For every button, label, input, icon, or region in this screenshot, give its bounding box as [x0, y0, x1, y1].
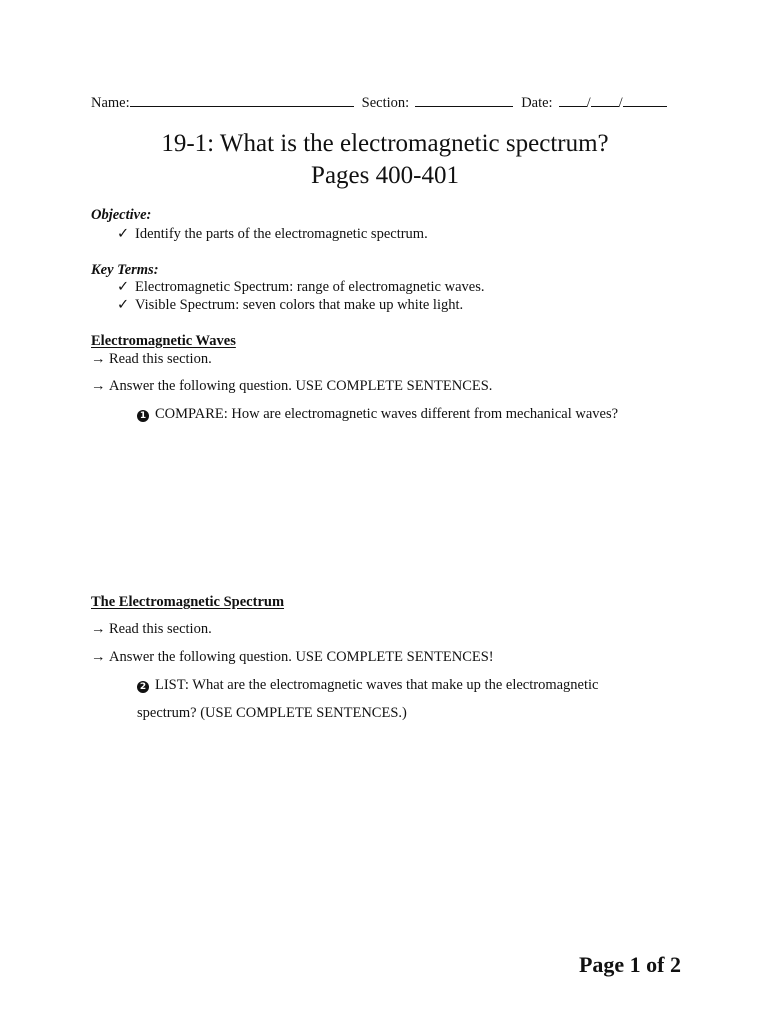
- instruction-answer: [91, 649, 494, 666]
- date-separator: /: [618, 95, 623, 111]
- name-label: Name:: [91, 95, 130, 111]
- key-terms-heading: Key Terms:: [91, 262, 159, 278]
- instruction-read: [91, 351, 212, 368]
- question-1-text: COMPARE: How are electromagnetic waves different from mechanical waves?: [155, 406, 619, 422]
- arrow-right-icon: →: [91, 351, 106, 367]
- page-subtitle: Pages 400-401: [311, 162, 459, 189]
- section-title-em-spectrum: The Electromagnetic Spectrum: [91, 594, 285, 610]
- name-blank: [130, 93, 354, 107]
- date-label: Date:: [521, 95, 553, 111]
- instruction-text: Read this section.: [109, 351, 212, 367]
- number-2-icon: 2: [137, 681, 149, 693]
- check-icon: ✓: [117, 297, 130, 313]
- date-month-blank: [559, 93, 587, 107]
- question-2: [137, 677, 598, 694]
- page-title: 19-1: What is the electromagnetic spectrum?: [161, 130, 609, 157]
- date-separator: /: [586, 95, 591, 111]
- key-term-item: [117, 279, 484, 296]
- date-day-blank: [591, 93, 619, 107]
- header-fields: [91, 93, 667, 112]
- question-2-continued: spectrum? (USE COMPLETE SENTENCES.): [137, 705, 407, 721]
- arrow-right-icon: →: [91, 378, 106, 394]
- objective-item: [117, 226, 428, 243]
- key-term-item: [117, 297, 463, 314]
- instruction-text: Answer the following question. USE COMPLETE SENTENCES!: [109, 649, 494, 665]
- question-2-text: LIST: What are the electromagnetic waves that make up the electromagnetic: [155, 677, 599, 693]
- number-1-icon: 1: [137, 410, 149, 422]
- question-1: [137, 406, 618, 423]
- check-icon: ✓: [117, 279, 130, 295]
- arrow-right-icon: →: [91, 621, 106, 637]
- section-label: Section:: [361, 95, 410, 111]
- objective-heading: Objective:: [91, 207, 152, 223]
- instruction-answer: [91, 378, 492, 395]
- check-icon: ✓: [117, 226, 130, 242]
- arrow-right-icon: →: [91, 649, 106, 665]
- objective-item-text: Identify the parts of the electromagnetic spectrum.: [135, 226, 428, 242]
- instruction-text: Answer the following question. USE COMPLETE SENTENCES.: [109, 378, 493, 394]
- section-blank: [415, 93, 513, 107]
- instruction-read: [91, 621, 212, 638]
- date-year-blank: [623, 93, 667, 107]
- instruction-text: Read this section.: [109, 621, 212, 637]
- page-number: Page 1 of 2: [578, 952, 681, 977]
- key-term-text: Visible Spectrum: seven colors that make up white light.: [135, 297, 464, 313]
- key-term-text: Electromagnetic Spectrum: range of electromagnetic waves.: [135, 279, 485, 295]
- section-title-em-waves: Electromagnetic Waves: [91, 333, 236, 349]
